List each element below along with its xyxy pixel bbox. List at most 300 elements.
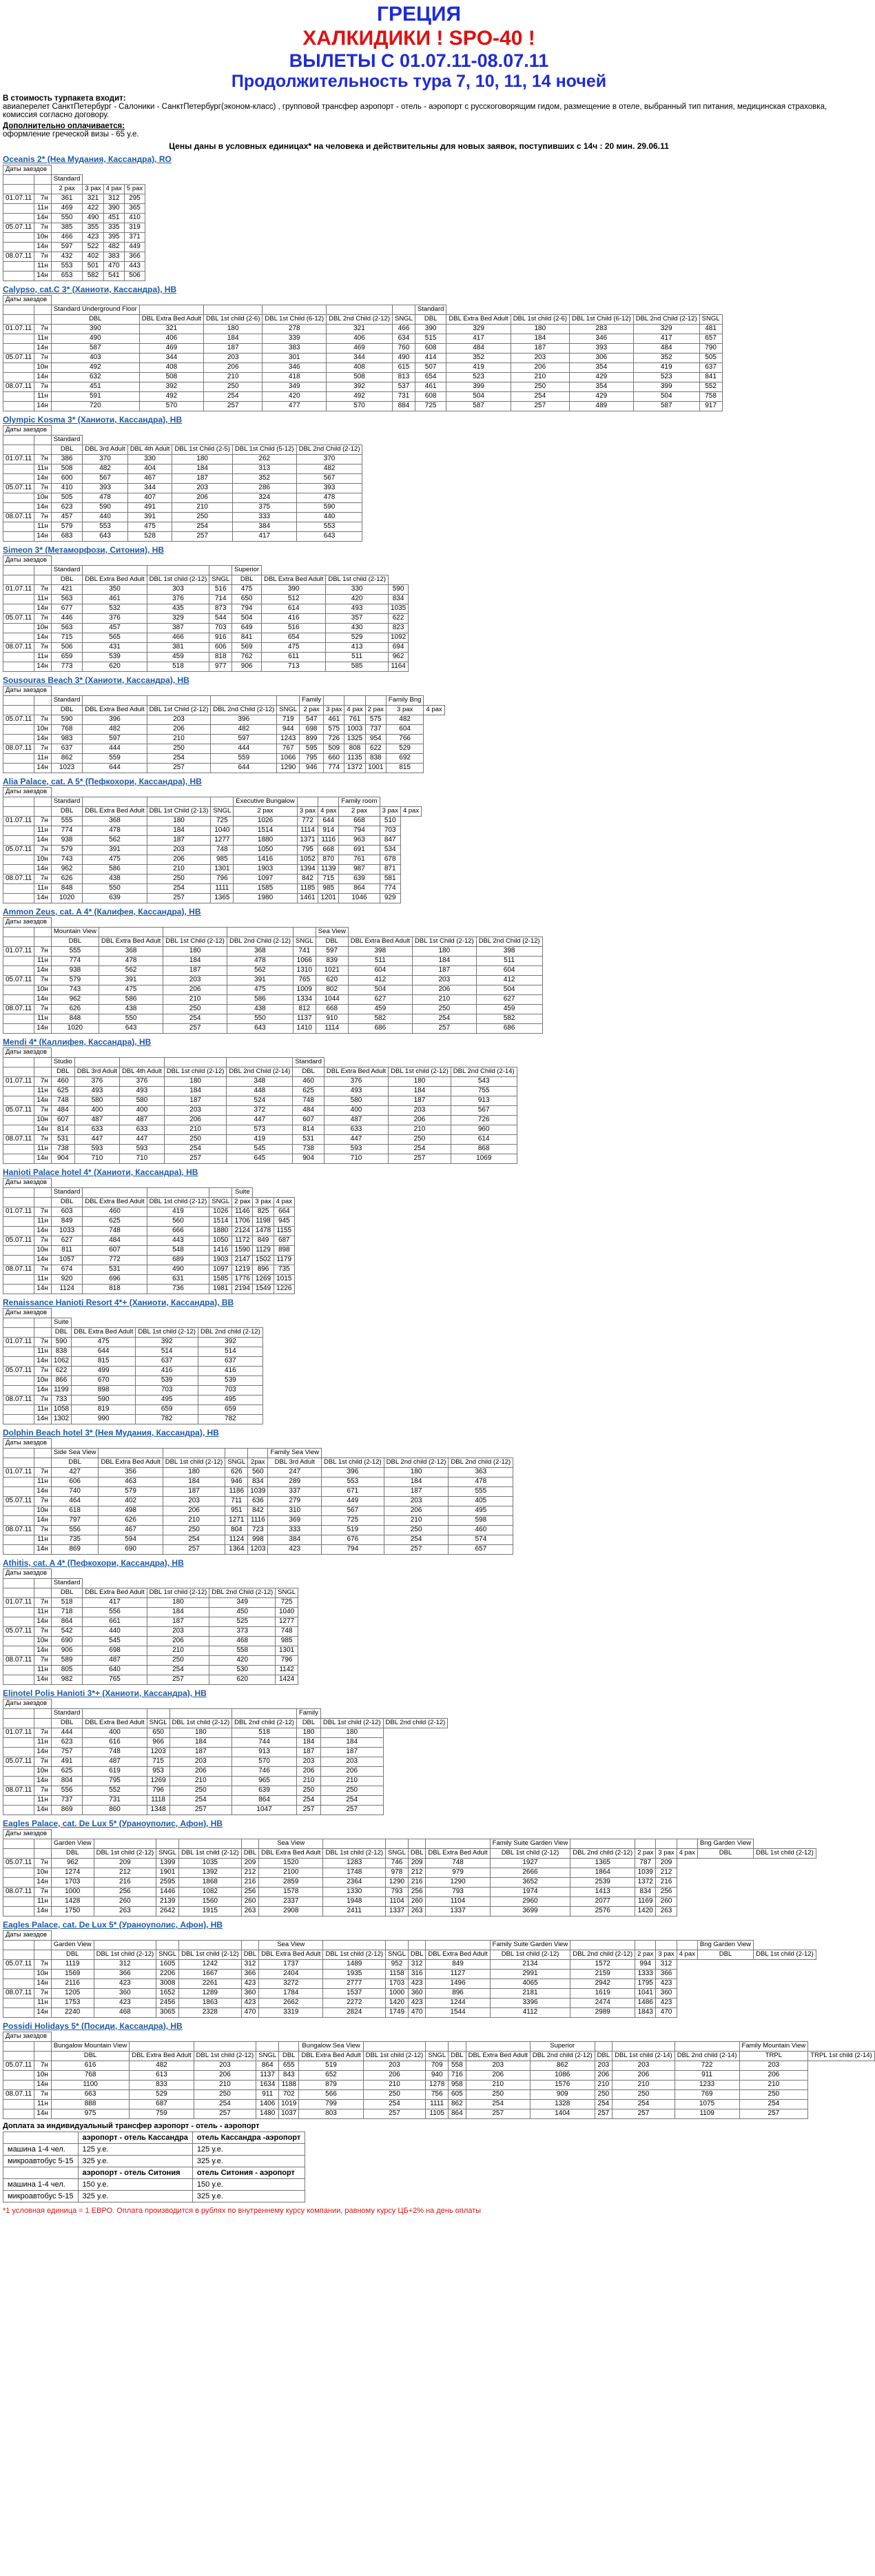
arrival-date <box>3 623 34 633</box>
price-cell: 990 <box>72 1414 136 1424</box>
price-cell: 657 <box>449 1544 513 1554</box>
nights-cell: 7н <box>34 194 52 203</box>
price-cell: 1188 <box>279 2080 299 2089</box>
price-cell: 761 <box>344 715 365 724</box>
nights-cell: 11н <box>34 203 52 213</box>
price-cell: 457 <box>83 623 147 633</box>
price-cell: 579 <box>51 845 83 855</box>
price-cell: 390 <box>103 203 124 213</box>
arrival-date <box>3 213 34 223</box>
hotel-name[interactable]: Dolphin Beach hotel 3* (Нея Мудания, Кассандра), HB <box>3 1427 219 1438</box>
header-cell: DBL 2nd child (2-12) <box>198 1327 262 1337</box>
header-cell: 5 pax <box>124 184 145 194</box>
price-cell: 203 <box>466 2061 530 2070</box>
price-cell: 482 <box>83 724 147 734</box>
price-cell: 580 <box>324 1096 388 1105</box>
header-cell <box>3 1318 34 1327</box>
nights-cell: 10н <box>34 1969 52 1979</box>
price-cell: 550 <box>51 213 83 223</box>
price-row <box>3 715 445 724</box>
hotel-name[interactable]: Renaissance Hanioti Resort 4*+ (Ханиоти, Кассандра), BB <box>3 1297 234 1307</box>
price-cell: 539 <box>83 652 147 662</box>
arrival-date: 08.07.11 <box>3 2089 34 2099</box>
price-cell: 626 <box>225 1467 248 1477</box>
nights-cell: 10н <box>34 1766 52 1776</box>
price-cell: 938 <box>51 965 99 975</box>
price-row <box>3 1356 263 1366</box>
header-cell <box>323 1940 386 1950</box>
price-row <box>3 1144 517 1154</box>
price-cell: 216 <box>241 1877 258 1887</box>
price-cell: 423 <box>408 1998 425 2007</box>
nights-cell: 11н <box>34 1086 52 1096</box>
price-cell: 1537 <box>323 1988 386 1998</box>
header-cell: 2 pax <box>635 1950 656 1959</box>
arrival-date: 05.07.11 <box>3 2061 34 2070</box>
nights-cell: 14н <box>34 372 52 382</box>
header-cell <box>34 2041 52 2051</box>
price-row <box>3 271 145 280</box>
price-cell: 1585 <box>234 883 298 893</box>
price-cell: 718 <box>51 1607 83 1617</box>
price-cell: 210 <box>147 1646 209 1655</box>
price-cell: 344 <box>139 353 203 362</box>
price-row <box>3 1747 448 1757</box>
price-cell: 873 <box>209 604 232 613</box>
header-cell: DBL 1st child (2-12) <box>323 1950 386 1959</box>
price-cell: 555 <box>449 1486 513 1496</box>
header-cell: Family room <box>339 797 380 806</box>
price-cell: 444 <box>51 1728 83 1737</box>
price-row <box>3 2099 875 2109</box>
price-cell: 440 <box>83 512 127 522</box>
price-cell: 203 <box>412 975 476 985</box>
header-cell <box>34 1718 52 1728</box>
header-cell <box>3 1187 34 1197</box>
header-cell: DBL <box>296 1718 320 1728</box>
price-cell: 250 <box>412 1004 476 1014</box>
transfer-cell: 150 у.е. <box>192 2178 305 2190</box>
header-row <box>3 695 445 705</box>
price-cell: 206 <box>163 985 227 994</box>
price-cell: 748 <box>426 1858 490 1868</box>
header-cell: 2 pax <box>339 806 380 816</box>
price-row <box>3 584 409 594</box>
hotel-name[interactable]: Elinotel Polis Hanioti 3*+ (Ханиоти, Кассандра), HB <box>3 1688 207 1698</box>
transfer-row <box>3 2143 305 2155</box>
header-cell: Standard Underground Floor <box>51 305 139 314</box>
price-cell: 674 <box>51 1265 83 1274</box>
nights-cell: 10н <box>34 985 52 994</box>
price-cell: 187 <box>412 965 476 975</box>
arrival-date <box>3 1544 34 1554</box>
nights-cell: 7н <box>34 744 52 753</box>
arrival-date <box>3 1607 34 1617</box>
header-cell: Family Bng <box>386 695 424 705</box>
hotel-name[interactable]: Eagles Palace, cat. De Lux 5* (Ураноуполис, Афон), HB <box>3 1818 223 1828</box>
nights-cell: 11н <box>34 1998 52 2007</box>
nights-cell: 7н <box>34 353 52 362</box>
header-row <box>3 1308 263 1318</box>
price-cell: 1337 <box>386 1906 409 1916</box>
header-row <box>3 1178 295 1187</box>
price-cell: 416 <box>136 1366 198 1376</box>
price-cell: 558 <box>209 1646 276 1655</box>
price-cell: 1514 <box>209 1216 232 1226</box>
hotel-name[interactable]: Athitis, cat. A 4* (Пефкохори, Кассандра), HB <box>3 1557 184 1568</box>
price-cell: 1576 <box>530 2080 595 2089</box>
price-cell: 368 <box>99 946 163 956</box>
price-cell: 1139 <box>318 864 339 874</box>
price-cell: 1116 <box>248 1515 268 1525</box>
price-cell: 982 <box>51 1675 83 1684</box>
price-cell: 482 <box>130 2061 194 2070</box>
price-cell: 390 <box>262 584 326 594</box>
price-cell: 1290 <box>426 1877 490 1887</box>
price-cell: 913 <box>451 1096 517 1105</box>
price-cell: 671 <box>322 1486 384 1496</box>
nights-cell: 14н <box>34 1617 52 1626</box>
price-cell: 1069 <box>451 1154 517 1163</box>
price-cell: 759 <box>130 2109 194 2118</box>
hotel-section <box>3 906 835 1034</box>
price-cell: 481 <box>699 324 722 334</box>
price-cell: 475 <box>127 522 172 531</box>
arrival-date: 05.07.11 <box>3 845 34 855</box>
price-cell: 250 <box>320 1786 383 1795</box>
price-cell: 560 <box>147 1216 209 1226</box>
price-cell: 203 <box>595 2061 612 2070</box>
price-cell: 1502 <box>253 1255 274 1265</box>
price-cell: 447 <box>227 1115 293 1125</box>
price-cell: 604 <box>386 724 424 734</box>
price-cell: 250 <box>595 2089 612 2099</box>
price-cell: 312 <box>94 1959 156 1969</box>
header-cell <box>408 1839 425 1848</box>
header-cell <box>386 1940 409 1950</box>
price-cell: 2666 <box>490 1868 570 1877</box>
header-cell: 3 pax <box>253 1197 274 1207</box>
arrival-date <box>3 1356 34 1366</box>
arrival-date <box>3 522 34 531</box>
price-cell: 1142 <box>276 1665 298 1675</box>
price-cell: 187 <box>163 965 227 975</box>
price-cell: 1392 <box>179 1868 242 1877</box>
price-row <box>3 483 362 493</box>
arrival-date: 08.07.11 <box>3 382 34 391</box>
price-cell: 518 <box>51 1597 83 1607</box>
header-row <box>3 305 723 314</box>
arrival-date <box>3 652 34 662</box>
price-cell: 2411 <box>323 1906 386 1916</box>
price-cell: 813 <box>392 372 415 382</box>
header-cell: DBL 1st child (2-12) <box>754 1848 816 1858</box>
price-cell: 184 <box>147 826 211 835</box>
price-cell: 579 <box>99 1486 163 1496</box>
price-row <box>3 1486 513 1496</box>
price-cell: 206 <box>204 362 262 372</box>
price-cell: 180 <box>164 1076 227 1086</box>
header-cell: DBL Extra Bed Adult <box>83 806 147 816</box>
arrival-date: 01.07.11 <box>3 584 34 594</box>
price-cell: 562 <box>227 965 293 975</box>
price-row <box>3 1737 448 1747</box>
price-cell: 516 <box>209 584 232 594</box>
hotel-name[interactable]: Oceanis 2* (Неа Мудания, Кассандра), RO <box>3 154 172 164</box>
price-cell: 1330 <box>323 1887 386 1897</box>
price-cell: 391 <box>83 845 147 855</box>
arrival-date: 01.07.11 <box>3 1076 34 1086</box>
header-cell <box>169 1708 232 1718</box>
price-cell: 774 <box>324 763 344 773</box>
header-cell <box>327 305 393 314</box>
header-row <box>3 1067 517 1076</box>
departure-dates: ВЫЛЕТЫ С 01.07.11-08.07.11 <box>289 50 549 71</box>
price-cell: 1428 <box>51 1897 94 1906</box>
price-cell: 408 <box>139 362 203 372</box>
arrival-date <box>3 2080 34 2089</box>
price-cell: 312 <box>656 1959 677 1969</box>
price-cell: 498 <box>99 1506 163 1515</box>
price-cell: 203 <box>384 1496 449 1506</box>
price-cell: 586 <box>227 994 293 1004</box>
price-cell: 896 <box>426 1988 490 1998</box>
price-cell: 278 <box>262 324 327 334</box>
hotel-name[interactable]: Hanioti Palace hotel 4* (Ханиоти, Кассандра), HB <box>3 1167 198 1177</box>
price-row <box>3 1786 448 1795</box>
price-row <box>3 613 409 623</box>
price-cell: 1146 <box>232 1207 253 1216</box>
header-cell: DBL <box>51 1197 83 1207</box>
price-cell: 570 <box>139 401 203 411</box>
price-cell: 563 <box>51 594 83 604</box>
hotel-name[interactable]: Mendi 4* (Каллифея, Кассандра), HB <box>3 1036 152 1047</box>
price-cell: 528 <box>127 531 172 541</box>
header-cell <box>99 927 163 937</box>
price-cell: 257 <box>147 1675 209 1684</box>
price-cell: 620 <box>209 1675 276 1684</box>
header-cell: DBL 2nd child (2-12) <box>383 1718 448 1728</box>
price-cell: 184 <box>172 464 232 473</box>
price-cell: 703 <box>380 826 400 835</box>
price-cell: 1198 <box>253 1216 274 1226</box>
nights-cell: 7н <box>34 946 52 956</box>
price-cell: 663 <box>51 2089 130 2099</box>
transfer-cell <box>3 2167 79 2178</box>
price-cell: 1066 <box>277 753 300 763</box>
arrival-date <box>3 1284 34 1294</box>
header-cell: Bng Garden View <box>697 1940 753 1950</box>
price-cell: 493 <box>120 1086 165 1096</box>
header-cell: DBL Extra Bed Adult <box>348 937 412 946</box>
arrival-date: 08.07.11 <box>3 1887 34 1897</box>
price-cell: 1372 <box>344 763 365 773</box>
nights-cell: 10н <box>34 724 52 734</box>
header-cell: DBL <box>408 1848 425 1858</box>
header-cell <box>241 1839 258 1848</box>
arrival-date <box>3 464 34 473</box>
header-cell <box>194 2041 256 2051</box>
price-row <box>3 1959 816 1969</box>
hotel-name[interactable]: Ammon Zeus, cat. A 4* (Калифея, Кассандра), HB <box>3 906 201 917</box>
hotel-name[interactable]: Sousouras Beach 3* (Ханиоти, Кассандра), HB <box>3 675 189 685</box>
price-cell: 758 <box>699 391 722 401</box>
price-cell: 686 <box>476 1023 542 1033</box>
price-cell: 363 <box>449 1467 513 1477</box>
price-note: Цены даны в условных единицах* на человека и действительны для новых заявок, поступивших с 14ч : 20 мин. 29.06.11 <box>169 141 669 151</box>
header-cell: Side Sea View <box>51 1448 99 1458</box>
price-cell: 429 <box>570 372 634 382</box>
price-cell: 254 <box>363 2099 426 2109</box>
price-cell: 392 <box>139 382 203 391</box>
header-cell <box>256 2041 279 2051</box>
price-cell: 1203 <box>248 1544 268 1554</box>
price-cell: 333 <box>268 1525 322 1535</box>
price-cell: 1703 <box>51 1877 94 1887</box>
header-cell: DBL <box>51 1588 83 1597</box>
price-cell: 260 <box>94 1897 156 1906</box>
price-cell: 396 <box>83 715 147 724</box>
header-cell: DBL <box>408 1950 425 1959</box>
price-cell: 2194 <box>232 1284 253 1294</box>
price-table <box>3 917 543 1034</box>
price-cell: 605 <box>449 2089 466 2099</box>
header-cell <box>34 1448 52 1458</box>
price-cell: 898 <box>72 1385 136 1395</box>
price-cell: 940 <box>426 2070 449 2080</box>
price-cell: 794 <box>232 604 262 613</box>
price-row <box>3 1004 543 1014</box>
price-cell: 254 <box>739 2099 808 2109</box>
price-cell: 254 <box>147 883 211 893</box>
price-cell: 366 <box>656 1969 677 1979</box>
price-cell: 737 <box>365 724 386 734</box>
nights-cell: 7н <box>34 1366 52 1376</box>
price-cell: 714 <box>209 594 232 604</box>
hotel-name[interactable]: Possidi Holidays 5* (Посиди, Кассандра), HB <box>3 2021 183 2031</box>
price-table <box>3 1699 448 1815</box>
price-cell: 2139 <box>156 1897 179 1906</box>
price-cell: 560 <box>248 1467 268 1477</box>
price-cell: 408 <box>327 362 393 372</box>
header-cell: Даты заездов <box>3 1438 52 1448</box>
price-cell: 260 <box>656 1897 677 1906</box>
header-row <box>3 1327 263 1337</box>
price-cell: 1075 <box>675 2099 739 2109</box>
price-cell: 529 <box>130 2089 194 2099</box>
transfer-cell: 325 у.е. <box>192 2190 305 2202</box>
price-cell: 1047 <box>232 1805 297 1815</box>
price-cell: 449 <box>124 242 145 252</box>
price-cell: 815 <box>72 1356 136 1366</box>
price-cell: 459 <box>147 652 209 662</box>
price-cell: 645 <box>227 1154 293 1163</box>
price-cell: 644 <box>72 1347 136 1356</box>
hotel-section <box>3 284 835 411</box>
header-cell: DBL 3rd Adult <box>83 444 127 454</box>
arrival-date: 01.07.11 <box>3 946 34 956</box>
price-cell: 743 <box>51 985 99 994</box>
header-cell: Family Suite Garden View <box>490 1839 570 1848</box>
price-cell: 869 <box>51 1805 83 1815</box>
price-cell: 1404 <box>530 2109 595 2118</box>
arrival-date <box>3 1274 34 1284</box>
header-cell: Standard <box>51 797 83 806</box>
price-cell: 487 <box>83 1757 147 1766</box>
price-cell: 677 <box>51 604 83 613</box>
arrival-date <box>3 1486 34 1496</box>
price-cell: 567 <box>451 1105 517 1115</box>
nights-cell: 7н <box>34 223 52 232</box>
price-cell: 216 <box>94 1877 156 1887</box>
price-cell: 1046 <box>339 893 380 903</box>
price-cell: 203 <box>147 1626 209 1636</box>
price-cell: 263 <box>656 1906 677 1916</box>
price-cell: 396 <box>322 1467 384 1477</box>
price-cell: 203 <box>204 353 262 362</box>
price-cell: 416 <box>198 1366 262 1376</box>
price-row <box>3 956 543 965</box>
price-cell: 487 <box>120 1115 165 1125</box>
price-cell: 2364 <box>323 1877 386 1887</box>
price-cell: 487 <box>83 1655 147 1665</box>
price-cell: 639 <box>83 893 147 903</box>
hotel-name[interactable]: Simeon 3* (Метаморфози, Ситония), HB <box>3 544 165 555</box>
price-cell: 690 <box>51 1636 83 1646</box>
price-cell: 406 <box>327 334 393 343</box>
header-cell <box>318 797 339 806</box>
price-cell: 478 <box>99 956 163 965</box>
header-cell <box>83 1187 147 1197</box>
price-cell: 254 <box>511 391 569 401</box>
arrival-date <box>3 1115 34 1125</box>
price-cell: 550 <box>99 1014 163 1023</box>
header-cell: DBL <box>51 705 83 715</box>
nights-cell: 7н <box>34 324 52 334</box>
price-cell: 1111 <box>426 2099 449 2109</box>
hotel-name[interactable]: Calypso, cat.C 3* (Ханиоти, Кассандра), HB <box>3 284 177 294</box>
price-cell: 210 <box>739 2080 808 2089</box>
arrival-date: 08.07.11 <box>3 1134 34 1144</box>
price-cell: 180 <box>147 1597 209 1607</box>
price-row <box>3 1979 816 1988</box>
price-row <box>3 2109 875 2118</box>
header-cell <box>34 1187 52 1197</box>
price-cell: 310 <box>268 1506 322 1515</box>
price-cell: 575 <box>324 724 344 734</box>
price-cell: 698 <box>300 724 324 734</box>
price-row <box>3 734 445 744</box>
arrival-date: 05.07.11 <box>3 353 34 362</box>
price-cell: 812 <box>293 1004 316 1014</box>
header-row <box>3 1318 263 1327</box>
hotel-name[interactable]: Olympic Kosma 3* (Ханиоти, Кассандра), HB <box>3 414 183 425</box>
price-cell: 257 <box>595 2109 612 2118</box>
header-cell <box>3 435 34 444</box>
price-cell: 620 <box>316 975 348 985</box>
price-cell: 1044 <box>316 994 348 1004</box>
price-cell: 581 <box>380 874 400 883</box>
header-cell: SNGL <box>293 937 316 946</box>
price-cell: 1097 <box>209 1265 232 1274</box>
hotel-name[interactable]: Alia Palace, cat. A 5* (Пефкохори, Кассандра), HB <box>3 776 202 786</box>
price-cell: 461 <box>324 715 344 724</box>
price-cell: 3319 <box>259 2007 323 2017</box>
price-cell: 518 <box>232 1728 297 1737</box>
hotel-name[interactable]: Eagles Palace, cat. De Lux 5* (Ураноуполис, Афон), HB <box>3 1919 223 1930</box>
header-cell: DBL 4th Adult <box>120 1067 165 1076</box>
header-cell: DBL 2nd Child (2-12) <box>296 444 362 454</box>
